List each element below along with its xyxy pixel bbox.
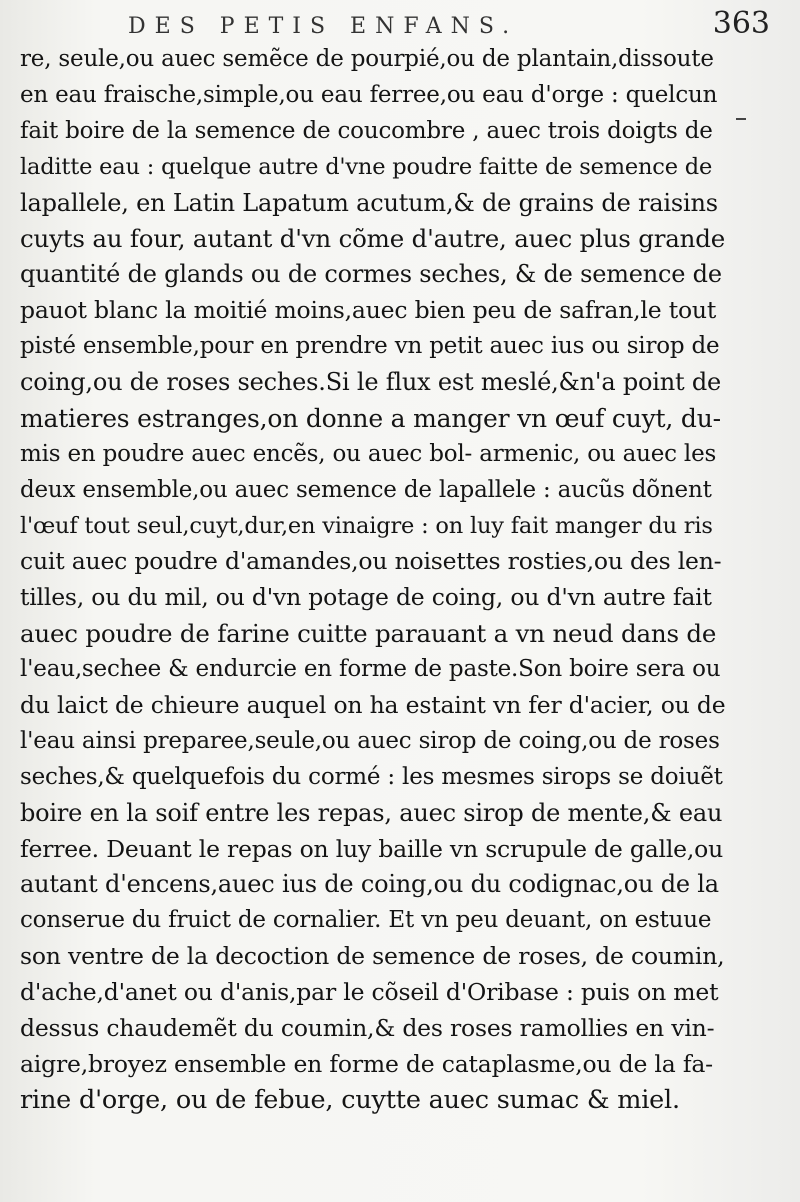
text-line: pauot blanc la moitié moins,auec bien peu de safran,le tout (20, 296, 717, 325)
text-line: deux ensemble,ou auec semence de lapallele : aucũs dõnent (20, 476, 712, 503)
text-line: l'eau,sechee & endurcie en forme de paste.Son boire sera ou (20, 656, 721, 683)
text-line: ferree. Deuant le repas on luy baille vn scrupule de galle,ou (20, 834, 724, 863)
text-line: cuit auec poudre d'amandes,ou noisettes rosties,ou des len- (20, 547, 722, 576)
text-line: conserue du fruict de cornalier. Et vn peu deuant, on estuue (20, 907, 712, 934)
text-line: matieres estranges,on donne a manger vn œuf cuyt, du- (20, 403, 721, 433)
text-line: l'eau ainsi preparee,seule,ou auec sirop de coing,ou de roses (20, 727, 720, 754)
text-line: en eau fraische,simple,ou eau ferree,ou eau d'orge : quelcun (20, 81, 718, 108)
margin-mark (736, 118, 746, 120)
text-line: rine d'orge, ou de febue, cuytte auec sumac & miel. (20, 1084, 680, 1115)
text-line: quantité de glands ou de cormes seches, & de semence de (20, 260, 722, 289)
text-line: laditte eau : quelque autre d'vne poudre faitte de semence de (20, 153, 713, 180)
text-line: lapallele, en Latin Lapatum acutum,& de grains de raisins (20, 188, 718, 217)
text-line: autant d'encens,auec ius de coing,ou du codignac,ou de la (20, 870, 719, 899)
text-line: auec poudre de farine cuitte parauant a vn neud dans de (20, 619, 717, 649)
text-line: coing,ou de roses seches.Si le flux est meslé,&n'a point de (20, 368, 722, 397)
text-line: re, seule,ou auec semẽce de pourpié,ou de plantain,dissoute (20, 46, 714, 72)
text-line: pisté ensemble,pour en prendre vn petit auec ius ou sirop de (20, 333, 720, 360)
running-head: DES PETIS ENFANS. (128, 14, 519, 39)
text-line: mis en poudre auec encẽs, ou auec bol- armenic, ou auec les (20, 440, 717, 467)
text-line: du laict de chieure auquel on ha estaint vn fer d'acier, ou de (20, 691, 725, 720)
text-line: cuyts au four, autant d'vn cõme d'autre, auec plus grande (20, 224, 725, 254)
text-line: l'œuf tout seul,cuyt,dur,en vinaigre : on luy fait manger du ris (20, 512, 713, 539)
text-line: seches,& quelquefois du cormé : les mesmes sirops se doiuẽt (20, 763, 723, 790)
text-line: boire en la soif entre les repas, auec sirop de mente,& eau (20, 798, 723, 827)
text-line: d'ache,d'anet ou d'anis,par le cõseil d'Oribase : puis on met (20, 978, 719, 1007)
text-line: tilles, ou du mil, ou d'vn potage de coing, ou d'vn autre fait (20, 583, 712, 612)
body-text (20, 42, 725, 1119)
text-line: dessus chaudemẽt du coumin,& des roses ramollies en vin- (20, 1014, 715, 1043)
page-number: 363 (712, 6, 770, 41)
text-line: aigre,broyez ensemble en forme de cataplasme,ou de la fa- (20, 1049, 713, 1078)
page-header (0, 6, 800, 46)
text-line: fait boire de la semence de coucombre , auec trois doigts de (20, 117, 713, 144)
text-line: son ventre de la decoction de semence de roses, de coumin, (20, 942, 725, 971)
